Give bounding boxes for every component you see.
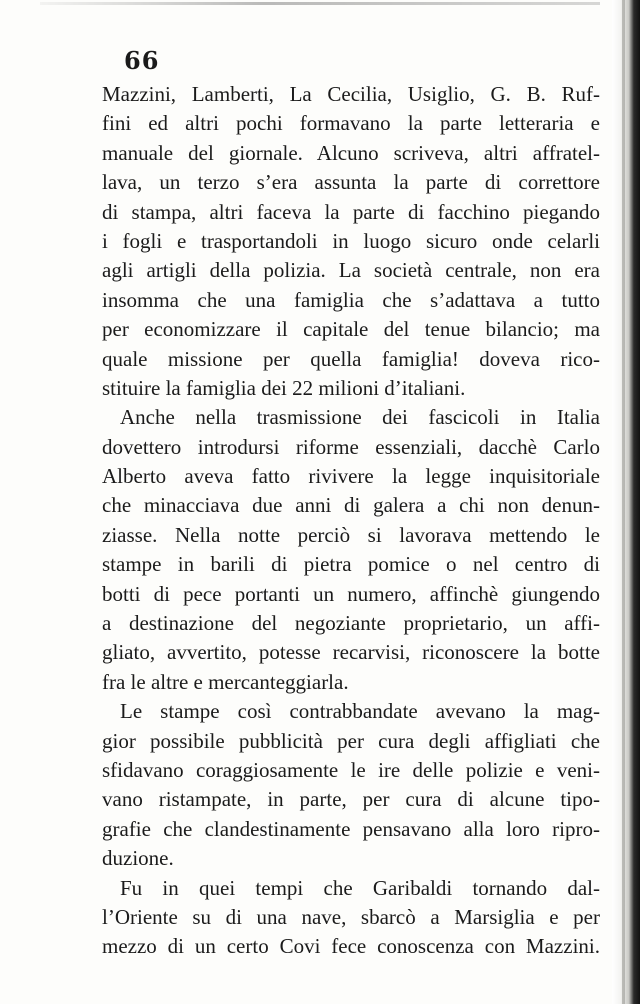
text-line: Alberto aveva fatto rivivere la legge inquisitoriale bbox=[102, 464, 600, 489]
top-edge-shadow bbox=[40, 2, 600, 5]
text-line: i fogli e trasportandoli in luogo sicuro onde celarli bbox=[102, 228, 600, 253]
text-line: Mazzini, Lamberti, La Cecilia, Usiglio, G. B. Ruf- bbox=[102, 82, 600, 106]
text-line: mezzo di un certo Covi fece conoscenza con Mazzini. bbox=[102, 934, 600, 959]
text-line: ziasse. Nella notte perciò si lavorava mettendo le bbox=[102, 522, 600, 547]
text-line: gliato, avvertito, potesse recarvisi, riconoscere la botte bbox=[102, 640, 600, 665]
text-line: grafie che clandestinamente pensavano alla loro ripro- bbox=[102, 816, 600, 841]
text-line: quale missione per quella famiglia! doveva rico- bbox=[102, 346, 600, 371]
text-line: stampe in barili di pietra pomice o nel centro di bbox=[102, 552, 600, 577]
text-line: fra le altre e mercanteggiarla. bbox=[102, 669, 349, 694]
page-number: 66 bbox=[124, 46, 160, 75]
book-gutter-line bbox=[622, 0, 625, 1004]
text-line: fini ed altri pochi formavano la parte letteraria e bbox=[102, 111, 600, 136]
text-line: di stampa, altri faceva la parte di facchino piegando bbox=[102, 199, 600, 224]
text-line: l’Oriente su di una nave, sbarcò a Marsiglia e per bbox=[102, 904, 600, 929]
text-line: Anche nella trasmissione dei fascicoli in Italia bbox=[120, 405, 600, 430]
text-line: Fu in quei tempi che Garibaldi tornando dal- bbox=[120, 875, 600, 900]
text-line: agli artigli della polizia. La società centrale, non era bbox=[102, 258, 600, 283]
book-spine-edge bbox=[612, 0, 640, 1004]
text-line: dovettero introdursi riforme essenziali, dacchè Carlo bbox=[102, 434, 600, 459]
text-line: che minacciava due anni di galera a chi non denun- bbox=[102, 493, 600, 518]
text-line: per economizzare il capitale del tenue bilancio; ma bbox=[102, 317, 600, 342]
text-line: vano ristampate, in parte, per cura di alcune tipo- bbox=[102, 787, 600, 812]
text-line: duzione. bbox=[102, 846, 174, 871]
text-line: lava, un terzo s’era assunta la parte di correttore bbox=[102, 170, 600, 195]
text-line: a destinazione del negoziante proprietario, un affi- bbox=[102, 611, 600, 636]
text-line: insomma che una famiglia che s’adattava a tutto bbox=[102, 287, 600, 312]
text-line: stituire la famiglia dei 22 milioni d’italiani. bbox=[102, 375, 466, 400]
text-line: botti di pece portanti un numero, affinchè giungendo bbox=[102, 581, 600, 606]
text-line: gior possibile pubblicità per cura degli affigliati che bbox=[102, 728, 600, 753]
text-line: sfidavano coraggiosamente le ire delle polizie e veni- bbox=[102, 757, 600, 782]
text-line: Le stampe così contrabbandate avevano la mag- bbox=[120, 699, 600, 724]
text-line: manuale del giornale. Alcuno scriveva, altri affratel- bbox=[102, 140, 600, 165]
page-body-text bbox=[102, 80, 600, 962]
